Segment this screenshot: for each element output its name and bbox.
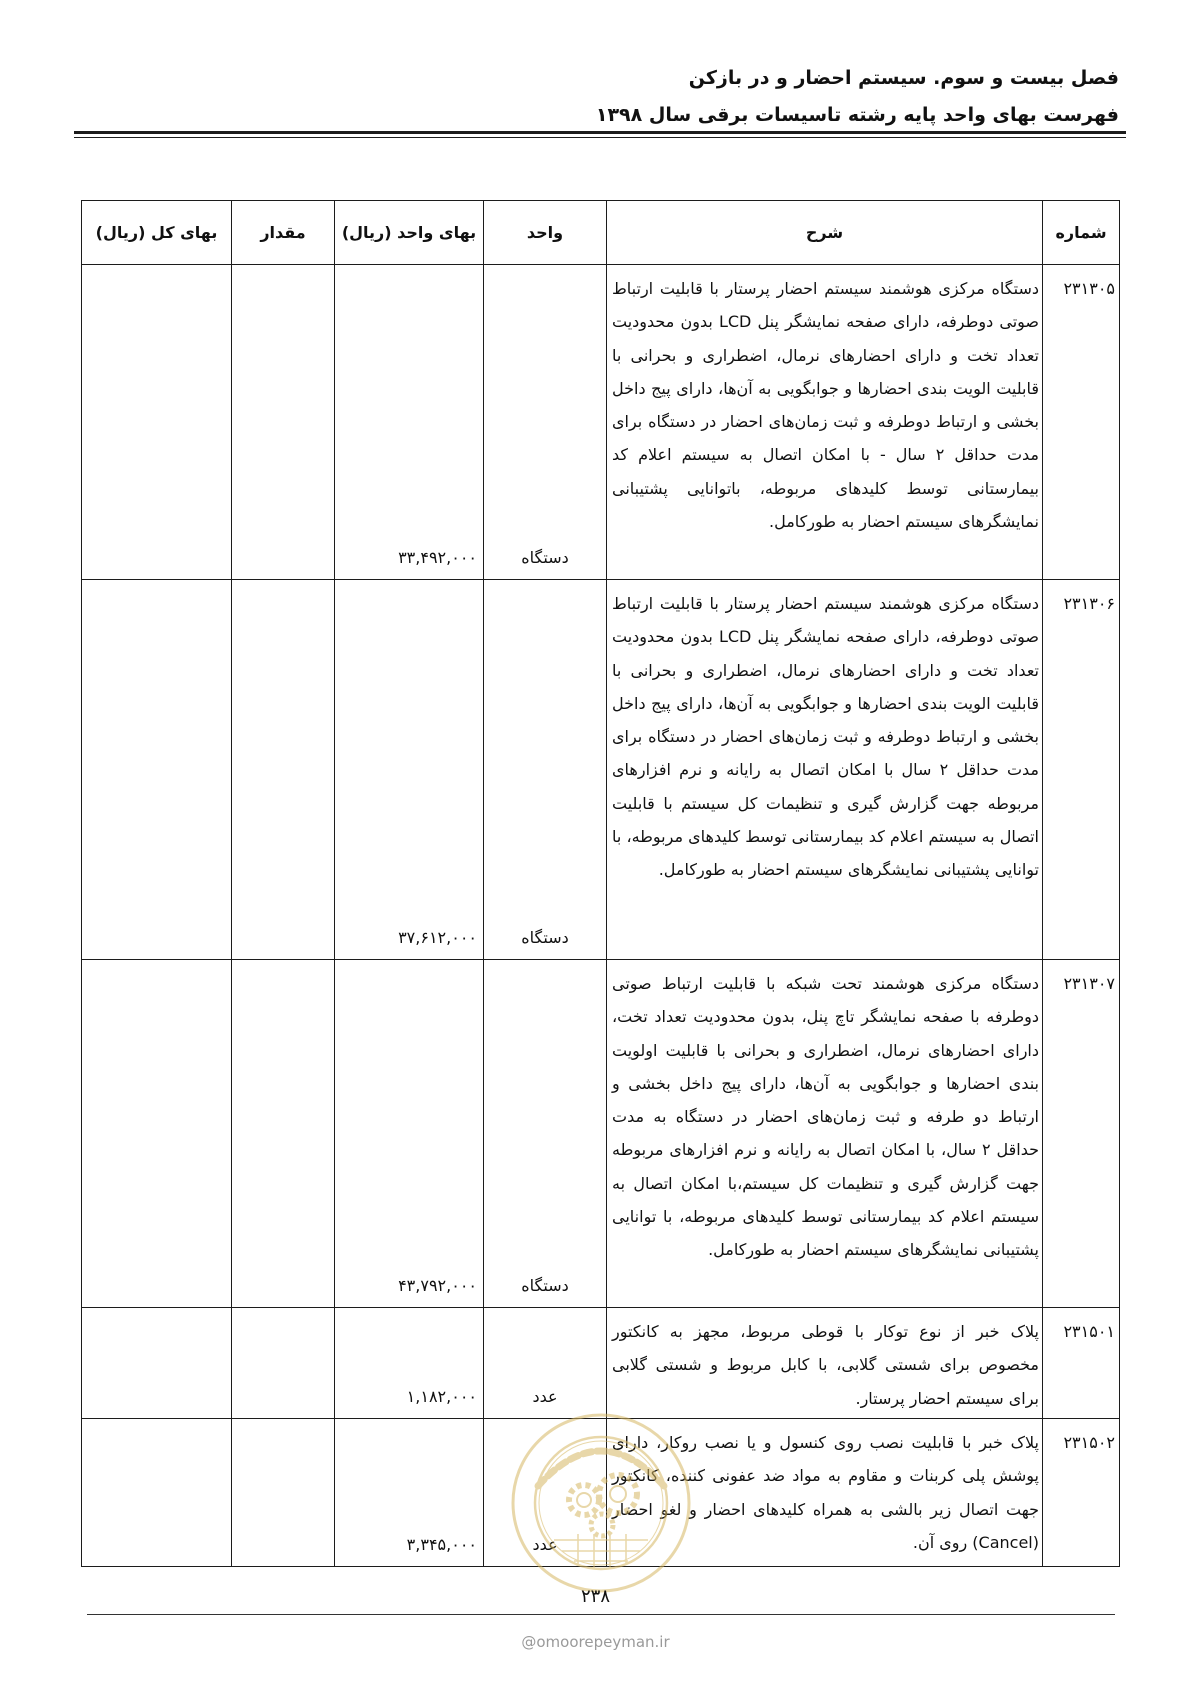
item-total-price [82, 960, 232, 1308]
table-row [82, 1308, 1120, 1419]
item-unit: عدد [484, 1308, 607, 1419]
item-number: ۲۳۱۳۰۷ [1043, 960, 1120, 1308]
description-cell [607, 1419, 1043, 1567]
item-total-price [82, 580, 232, 960]
item-unit: دستگاه [484, 265, 607, 580]
item-unit-price: ۳۷,۶۱۲,۰۰۰ [335, 580, 484, 960]
chapter-title: فصل بیست و سوم. سیستم احضار و در بازکن [688, 67, 1119, 89]
item-quantity [232, 580, 335, 960]
table-row [82, 580, 1120, 960]
column-header-description: شرح [607, 201, 1043, 265]
description-cell [607, 960, 1043, 1308]
column-header-number: شماره [1043, 201, 1120, 265]
item-total-price [82, 265, 232, 580]
item-description: پلاک خبر با قابلیت نصب روی کنسول و یا نصب روکار، دارای پوشش پلی کربنات و مقاوم به مواد ضد عفونی کننده، کانکتور جهت اتصال زیر بالشی به همراه کلیدهای احضار و لغو احضار (Cancel) روی آن. [612, 1433, 1039, 1552]
description-cell [607, 580, 1043, 960]
price-list-title: فهرست بهای واحد پایه رشته تاسیسات برقی سال ۱۳۹۸ [595, 104, 1119, 126]
item-unit-price: ۴۳,۷۹۲,۰۰۰ [335, 960, 484, 1308]
table-row [82, 265, 1120, 580]
item-unit-price: ۳۳,۴۹۲,۰۰۰ [335, 265, 484, 580]
item-unit: عدد [484, 1419, 607, 1567]
watermark-url: @omoorepeyman.ir [521, 1633, 670, 1651]
column-header-unit: واحد [484, 201, 607, 265]
table-row [82, 1419, 1120, 1567]
item-quantity [232, 960, 335, 1308]
description-cell [607, 265, 1043, 580]
price-table [81, 200, 1120, 1567]
item-number: ۲۳۱۳۰۶ [1043, 580, 1120, 960]
description-cell [607, 1308, 1043, 1419]
item-description: دستگاه مرکزی هوشمند سیستم احضار پرستار با قابلیت ارتباط صوتی دوطرفه، دارای صفحه نمایشگر پنل LCD بدون محدودیت تعداد تخت و دارای احضارهای نرمال، اضطراری و بحرانی با قابلیت الویت بندی احضارها و جوابگویی به آن‌ها، دارای پیج داخل بخشی و ارتباط دوطرفه و ثبت زمان‌های احضار در دستگاه برای مدت حداقل ۲ سال - با امکان اتصال به سیستم اعلام کد بیمارستانی توسط کلیدهای مربوطه، باتوانایی پشتیبانی نمایشگرهای سیستم احضار به طورکامل. [612, 279, 1040, 531]
column-header-quantity: مقدار [232, 201, 335, 265]
item-quantity [232, 1308, 335, 1419]
table-row [82, 960, 1120, 1308]
column-header-unit-price: بهای واحد (ریال) [335, 201, 484, 265]
item-unit-price: ۱,۱۸۲,۰۰۰ [335, 1308, 484, 1419]
page-header [399, 60, 1119, 134]
item-unit: دستگاه [484, 960, 607, 1308]
item-description: پلاک خبر از نوع توکار با قوطی مربوط، مجهز به کانکتور مخصوص برای شستی گلابی، با کابل مربوط و شستی گلابی برای سیستم احضار پرستار. [612, 1322, 1039, 1408]
column-header-total-price: بهای کل (ریال) [82, 201, 232, 265]
item-quantity [232, 1419, 335, 1567]
header-rule-thin [74, 137, 1126, 138]
item-unit: دستگاه [484, 580, 607, 960]
item-number: ۲۳۱۵۰۱ [1043, 1308, 1120, 1419]
footer-rule [87, 1614, 1115, 1615]
item-total-price [82, 1419, 232, 1567]
item-total-price [82, 1308, 232, 1419]
item-description: دستگاه مرکزی هوشمند سیستم احضار پرستار با قابلیت ارتباط صوتی دوطرفه، دارای صفحه نمایشگر پنل LCD بدون محدودیت تعداد تخت و دارای احضارهای نرمال، اضطراری و بحرانی با قابلیت الویت بندی احضارها و جوابگویی به آن‌ها، دارای پیج داخل بخشی و ارتباط دوطرفه و ثبت زمان‌های احضار در دستگاه برای مدت حداقل ۲ سال با امکان اتصال به رایانه و نرم افزارهای مربوطه جهت گزارش گیری و تنظیمات کل سیستم با قابلیت اتصال به سیستم اعلام کد بیمارستانی توسط کلیدهای مربوطه، با توانایی پشتیبانی نمایشگرهای سیستم احضار به طورکامل. [612, 594, 1040, 880]
page-number: ۲۳۸ [580, 1586, 610, 1607]
item-number: ۲۳۱۵۰۲ [1043, 1419, 1120, 1567]
table-header-row [82, 201, 1120, 265]
item-number: ۲۳۱۳۰۵ [1043, 265, 1120, 580]
item-unit-price: ۳,۳۴۵,۰۰۰ [335, 1419, 484, 1567]
item-quantity [232, 265, 335, 580]
item-description: دستگاه مرکزی هوشمند تحت شبکه با قابلیت ارتباط صوتی دوطرفه با صفحه نمایشگر تاچ پنل، بدون محدودیت تعداد تخت، دارای احضارهای نرمال، اضطراری و بحرانی با قابلیت اولویت بندی احضارها و جوابگویی به آن‌ها، دارای پیج داخل بخشی و ارتباط دو طرفه و ثبت زمان‌های احضار در دستگاه به مدت حداقل ۲ سال، با امکان اتصال به رایانه و نرم افزارهای مربوطه جهت گزارش گیری و تنظیمات کل سیستم،با امکان اتصال به سیستم اعلام کد بیمارستانی توسط کلیدهای مربوطه، با توانایی پشتیبانی نمایشگرهای سیستم احضار به طورکامل. [612, 974, 1039, 1260]
header-rule-thick [74, 131, 1126, 134]
